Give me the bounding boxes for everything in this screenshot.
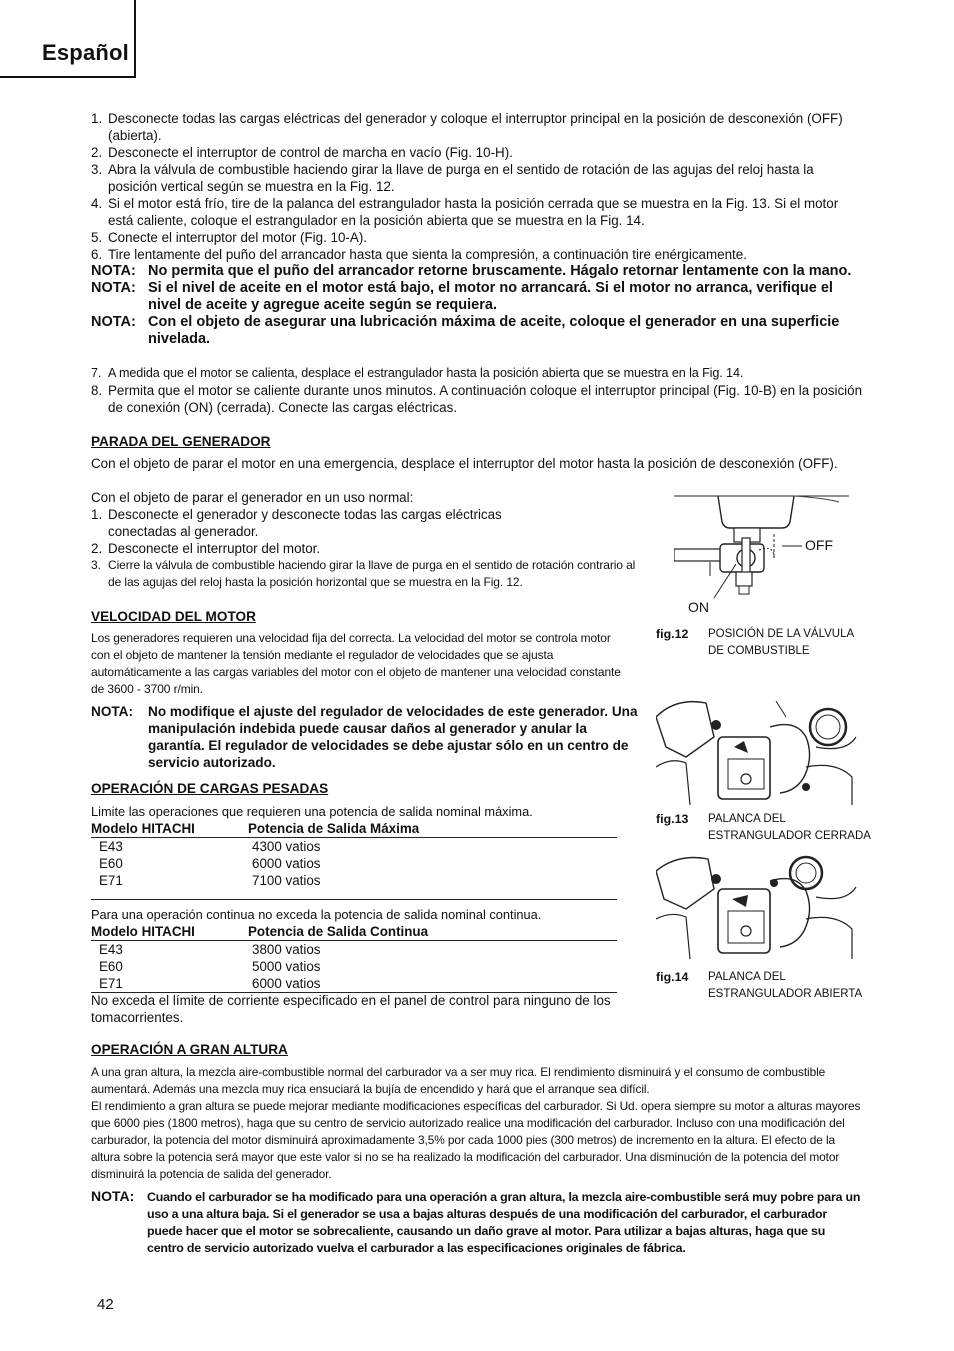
choke-closed-illustration — [656, 697, 858, 805]
speed-text: Los generadores requieren una velocidad fija del correcta. La velocidad del motor se controla motor con el objeto de mantener la tensión mediante el regulador de velocidades que se ajusta automáticamente a las cargas variables del motor con el objeto de mantener una velocidad constante de 3600 - 3700 r/min. — [91, 631, 621, 696]
list-item: 8. Permita que el motor se caliente durante unos minutos. A continuación coloque el interruptor principal (Fig. 10-B) en la posición de conexión (ON) (cerrada). Conecte las cargas eléctricas. — [91, 383, 863, 415]
fig14-label: fig.14 — [656, 970, 689, 984]
list-item: 2. Desconecte el interruptor del motor. — [91, 541, 321, 556]
fig12-caption: POSICIÓN DE LA VÁLVULA DE COMBUSTIBLE — [708, 628, 855, 657]
table-row: E60 5000 vatios — [99, 959, 321, 974]
heavy-heading: OPERACIÓN DE CARGAS PESADAS — [91, 781, 329, 796]
choke-closed-drawing — [656, 697, 858, 805]
table-row: E43 3800 vatios — [99, 942, 321, 957]
table-row: E60 6000 vatios — [99, 856, 321, 871]
list-item: 4. Si el motor está frío, tire de la palanca del estrangulador hasta la posición cerrada que se muestra en la Fig. 13. Si el motor está caliente, coloque el estrangulador en la posición abierta que se muestra en la Fig. 14. — [91, 196, 839, 228]
table-row: E71 7100 vatios — [99, 873, 321, 888]
fig13-label: fig.13 — [656, 812, 689, 826]
stop-intro-normal: Con el objeto de parar el generador en un uso normal: — [91, 490, 414, 505]
stop-heading: PARADA DEL GENERADOR — [91, 434, 271, 449]
stop-intro: Con el objeto de parar el motor en una emergencia, desplace el interruptor del motor hasta la posición de desconexión (OFF). — [91, 456, 838, 471]
list-item: 1. Desconecte todas las cargas eléctricas del generador y coloque el interruptor principal en la posición de desconexión (OFF) (abierta). — [91, 111, 843, 143]
list-item: 7. A medida que el motor se calienta, desplace el estrangulador hasta la posición abierta que se muestra en la Fig. 14. — [91, 366, 744, 380]
altitude-note: NOTA: Cuando el carburador se ha modificado para una operación a gran altura, la mezcla aire-combustible será muy pobre para un uso a una altura baja. Si el generador se usa a bajas alturas después de una modificación del carburador, el carburador puede hacer que el motor se sobrecaliente, causando un daño grave al motor. Para utilizar a bajas alturas, haga que su centro de servicio autorizado vuelva el carburador a las especificaciones originales de fábrica. — [91, 1188, 861, 1255]
table-header: Modelo HITACHI Potencia de Salida Continua — [91, 923, 617, 941]
start-steps-list — [91, 110, 863, 263]
start-steps-list-continued — [91, 365, 863, 416]
header-divider-horizontal — [0, 76, 136, 78]
page-number: 42 — [97, 1296, 114, 1313]
choke-open-illustration — [656, 853, 858, 959]
list-item: 3. Abra la válvula de combustible haciendo girar la llave de purga en el sentido de rotación de las agujas del reloj hasta la posición vertical según se muestra en la Fig. 12. — [91, 162, 814, 194]
off-label: OFF — [805, 537, 833, 553]
heavy-footer: No exceda el límite de corriente especificado en el panel de control para ninguno de los tomacorrientes. — [91, 993, 611, 1025]
stop-step-3 — [91, 557, 646, 591]
note: NOTA: No permita que el puño del arrancador retorne bruscamente. Hágalo retornar lentamente con la mano. — [91, 263, 852, 279]
table-header: Modelo HITACHI Potencia de Salida Máxima — [91, 820, 617, 838]
fig13-caption: PALANCA DEL ESTRANGULADOR CERRADA — [708, 813, 871, 842]
page-language-title: Español — [42, 40, 129, 65]
heavy-intro-max: Limite las operaciones que requieren una potencia de salida nominal máxima. — [91, 804, 533, 819]
altitude-paragraph-1: A una gran altura, la mezcla aire-combustible normal del carburador va a ser muy rica. El rendimiento disminuirá y el consumo de combustible aumentará. Además una mezcla muy rica ensuciará la bujía de encendido y hará que el arranque sea difícil. — [91, 1065, 826, 1096]
heavy-intro-cont: Para una operación continua no exceda la potencia de salida nominal continua. — [91, 907, 542, 922]
list-item: 2. Desconecte el interruptor de control de marcha en vacío (Fig. 10-H). — [91, 145, 513, 160]
choke-open-drawing — [656, 853, 858, 959]
on-label: ON — [688, 599, 709, 615]
list-item: 6. Tire lentamente del puño del arrancador hasta que sienta la compresión, a continuación tire enérgicamente. — [91, 247, 747, 262]
table-max-power — [91, 820, 617, 900]
fuel-valve-illustration — [674, 494, 849, 619]
note: NOTA: Si el nivel de aceite en el motor está bajo, el motor no arrancará. Si el motor no arranca, verifique el nivel de aceite y agregue aceite según se requiera. — [91, 280, 833, 313]
table-row: E71 6000 vatios — [91, 975, 617, 993]
list-item: 5. Conecte el interruptor del motor (Fig. 10-A). — [91, 230, 367, 245]
table-row: E43 4300 vatios — [99, 839, 321, 854]
note: NOTA: Con el objeto de asegurar una lubricación máxima de aceite, coloque el generador en una superficie nivelada. — [91, 314, 840, 347]
list-item: 1. Desconecte el generador y desconecte todas las cargas eléctricas conectadas al generador. — [91, 507, 502, 539]
table-continuous-power — [91, 923, 617, 993]
header-divider-vertical — [134, 0, 136, 78]
speed-heading: VELOCIDAD DEL MOTOR — [91, 609, 256, 624]
speed-note: NOTA: No modifique el ajuste del regulador de velocidades de este generador. Una manipulación indebida puede causar daños al generador y anular la garantía. El regulador de velocidades se debe ajustar sólo en un centro de servicio autorizado. — [91, 704, 638, 770]
fig14-caption: PALANCA DEL ESTRANGULADOR ABIERTA — [708, 971, 863, 1000]
start-notes — [91, 263, 863, 348]
altitude-paragraph-2: El rendimiento a gran altura se puede mejorar mediante modificaciones específicas del carburador. Si Ud. opera siempre su motor a alturas mayores que 6000 pies (1800 metros), haga que su centro de servicio autorizado realice una modificación del carburador. Incluso con una modificación del carburador, la potencia del motor disminuirá aproximadamente 3,5% por cada 1000 pies (300 metros) de incremento en la altura. El efecto de la altura sobre la potencia será mayor que este valor si no se ha realizado la modificación del carburador. Una disminución de la potencia del motor disminuirá la potencia de salida del generador. — [91, 1099, 861, 1181]
stop-steps-list — [91, 506, 611, 557]
table-bottom-rule — [91, 889, 617, 900]
altitude-heading: OPERACIÓN A GRAN ALTURA — [91, 1042, 288, 1057]
fig12-label: fig.12 — [656, 627, 689, 641]
list-item: 3. Cierre la válvula de combustible haciendo girar la llave de purga en el sentido de rotación contrario al de las agujas del reloj hasta la posición horizontal que se muestra en la Fig. 12. — [91, 558, 636, 589]
